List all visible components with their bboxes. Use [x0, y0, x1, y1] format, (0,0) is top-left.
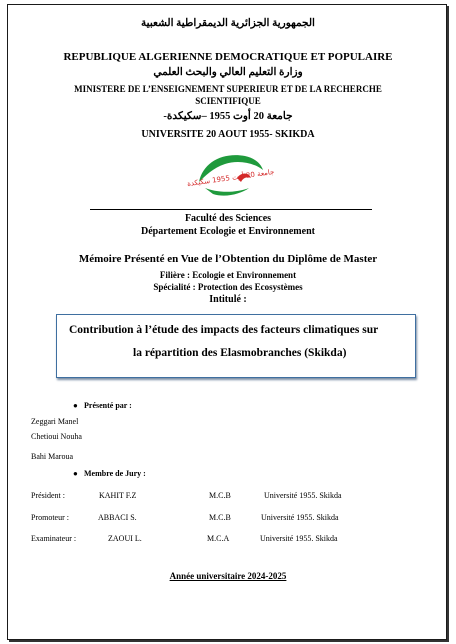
university-logo: [186, 148, 275, 198]
jury-label: Membre de Jury :: [84, 469, 146, 478]
ministry-arabic: وزارة التعليم العالي والبحث العلمي: [153, 67, 303, 78]
jury-role-promoteur: Promoteur :: [31, 513, 69, 522]
presenter-1: Zeggari Manel: [31, 417, 79, 426]
republic-french: REPUBLIQUE ALGERIENNE DEMOCRATIQUE ET POPULAIRE: [63, 51, 393, 63]
thesis-specialty: Spécialité : Protection des Ecosystèmes: [153, 282, 303, 292]
presenter-3: Bahi Maroua: [31, 452, 73, 461]
jury-institution-promoteur: Université 1955. Skikda: [261, 513, 339, 522]
jury-role-examinateur: Examinateur :: [31, 534, 77, 543]
ministry-french-line2: SCIENTIFIQUE: [195, 96, 261, 106]
department-name: Département Ecologie et Environnement: [141, 226, 315, 237]
jury-grade-president: M.C.B: [209, 491, 231, 500]
logo-text: جامعة 20 أوت 1955 سكيكدة: [186, 167, 275, 189]
jury-institution-examinateur: Université 1955. Skikda: [260, 534, 338, 543]
university-french: UNIVERSITE 20 AOUT 1955- SKIKDA: [141, 129, 315, 140]
jury-grade-promoteur: M.C.B: [209, 513, 231, 522]
jury-name-examinateur: ZAOUI L.: [108, 534, 142, 543]
bullet-icon: ●: [73, 401, 78, 410]
thesis-title-line1: Contribution à l’étude des impacts des facteurs climatiques sur: [69, 324, 379, 336]
jury-institution-president: Université 1955. Skikda: [264, 491, 342, 500]
faculty-name: Faculté des Sciences: [184, 213, 272, 224]
university-arabic: جامعة 20 أوت 1955 –سكيكدة-: [163, 111, 293, 122]
jury-role-president: Président :: [31, 491, 65, 500]
jury-name-president: KAHIT F.Z: [99, 491, 137, 500]
thesis-title-line2: la répartition des Elasmobranches (Skikda): [133, 347, 347, 359]
divider-line: [90, 209, 372, 210]
republic-arabic: الجمهورية الجزائرية الديمقراطية الشعبية: [141, 18, 315, 29]
thesis-title-label: Intitulé :: [209, 294, 247, 305]
thesis-purpose: Mémoire Présenté en Vue de l’Obtention du Diplôme de Master: [78, 253, 378, 265]
bullet-icon: ●: [73, 469, 78, 478]
ministry-french-line1: MINISTERE DE L’ENSEIGNEMENT SUPERIEUR ET DE LA RECHERCHE: [74, 84, 382, 94]
presenters-label: Présenté par :: [84, 401, 132, 410]
thesis-field: Filière : Ecologie et Environnement: [159, 270, 297, 280]
jury-name-promoteur: ABBACI S.: [98, 513, 137, 522]
academic-year: Année universitaire 2024-2025: [169, 571, 287, 581]
jury-grade-examinateur: M.C.A: [207, 534, 230, 543]
presenter-2: Chetioui Nouha: [31, 432, 82, 441]
thesis-title-box: [56, 314, 416, 378]
